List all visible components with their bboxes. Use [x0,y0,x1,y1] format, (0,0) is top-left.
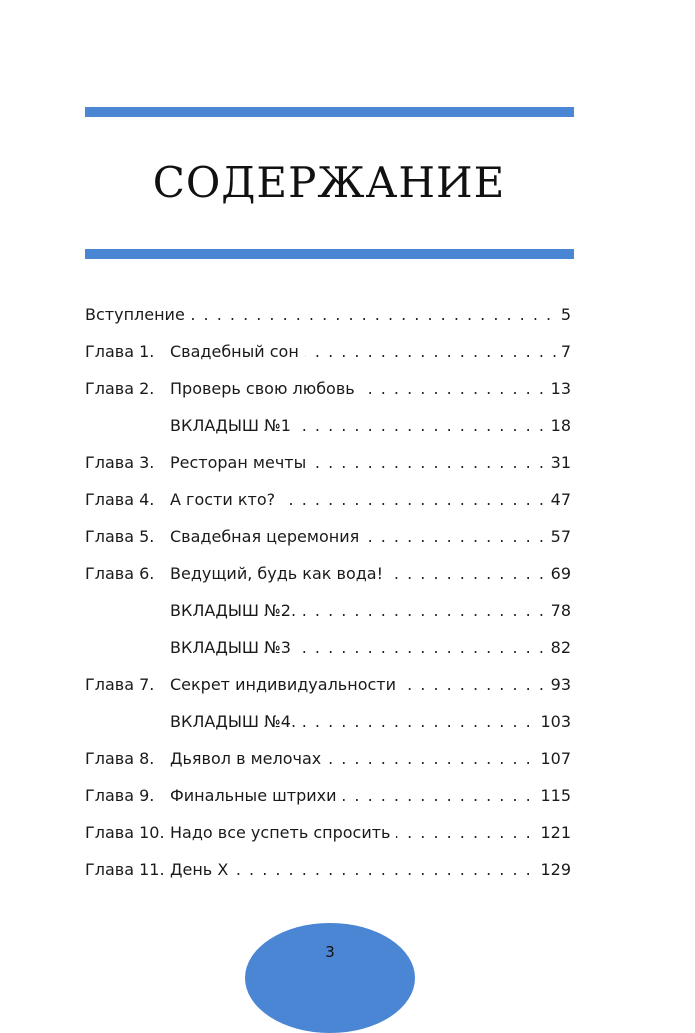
page-title: СОДЕРЖАНИЕ [152,158,506,207]
toc-entry-chapter: Глава 1. [85,337,154,367]
toc-row[interactable] [85,559,571,589]
toc-entry-title: Ресторан мечты [170,448,312,478]
toc-row[interactable] [85,855,571,885]
toc-entry-chapter: Глава 3. [85,448,154,478]
toc-row[interactable] [85,411,571,441]
toc-row[interactable] [85,781,571,811]
top-divider [85,107,574,117]
toc-row[interactable] [85,744,571,774]
toc-entry-page: 31 [548,448,571,478]
toc-row[interactable] [85,448,571,478]
toc-entry-chapter: Глава 7. [85,670,154,700]
toc-row[interactable] [85,485,571,515]
toc-entry-chapter: Глава 8. [85,744,154,774]
toc-entry-page: 115 [537,781,571,811]
toc-entry-chapter: Глава 2. [85,374,154,404]
toc-entry-chapter: Глава 4. [85,485,154,515]
page-number: 3 [325,943,335,961]
toc-entry-title: ВКЛАДЫШ №2. [170,596,302,626]
toc-row[interactable] [85,707,571,737]
toc-row[interactable] [85,818,571,848]
toc-entry-title: Вступление [85,300,191,330]
toc-entry-page: 69 [548,559,571,589]
toc-entry-page: 78 [548,596,571,626]
toc-entry-page: 129 [537,855,571,885]
toc-entry-title: ВКЛАДЫШ №3 [170,633,297,663]
toc-entry-chapter: Глава 9. [85,781,154,811]
toc-row[interactable] [85,596,571,626]
toc-entry-chapter: Глава 11. [85,855,165,885]
toc-entry-page: 107 [537,744,571,774]
toc-entry-title: ВКЛАДЫШ №1 [170,411,297,441]
toc-entry-chapter: Глава 10. [85,818,165,848]
toc-entry-title: Свадебный сон [170,337,305,367]
toc-entry-title: А гости кто? [170,485,281,515]
toc-entry-page: 13 [548,374,571,404]
toc-entry-chapter: Глава 6. [85,559,154,589]
toc-entry-title: Свадебная церемония [170,522,365,552]
bottom-divider [85,249,574,259]
toc-entry-page: 103 [537,707,571,737]
toc-entry-title: Секрет индивидуальности [170,670,402,700]
toc-entry-title: Надо все успеть спросить [170,818,396,848]
toc-entry-page: 93 [548,670,571,700]
toc-entry-page: 5 [558,300,571,330]
toc-entry-page: 121 [537,818,571,848]
toc-entry-page: 18 [548,411,571,441]
toc-entry-title: ВКЛАДЫШ №4. [170,707,302,737]
toc-entry-page: 7 [558,337,571,367]
toc-entry-title: Ведущий, будь как вода! [170,559,389,589]
toc-row[interactable] [85,522,571,552]
toc-row[interactable] [85,633,571,663]
toc-row[interactable] [85,374,571,404]
toc-row[interactable] [85,337,571,367]
page-number-badge [245,923,415,1033]
toc-entry-title: День Х [170,855,234,885]
toc-entry-title: Финальные штрихи [170,781,343,811]
toc-entry-chapter: Глава 5. [85,522,154,552]
toc-entry-page: 47 [548,485,571,515]
toc-entry-page: 57 [548,522,571,552]
toc-row[interactable] [85,300,571,330]
toc-entry-title: Дьявол в мелочах [170,744,327,774]
toc-entry-page: 82 [548,633,571,663]
toc-entry-title: Проверь свою любовь [170,374,361,404]
toc-row[interactable] [85,670,571,700]
